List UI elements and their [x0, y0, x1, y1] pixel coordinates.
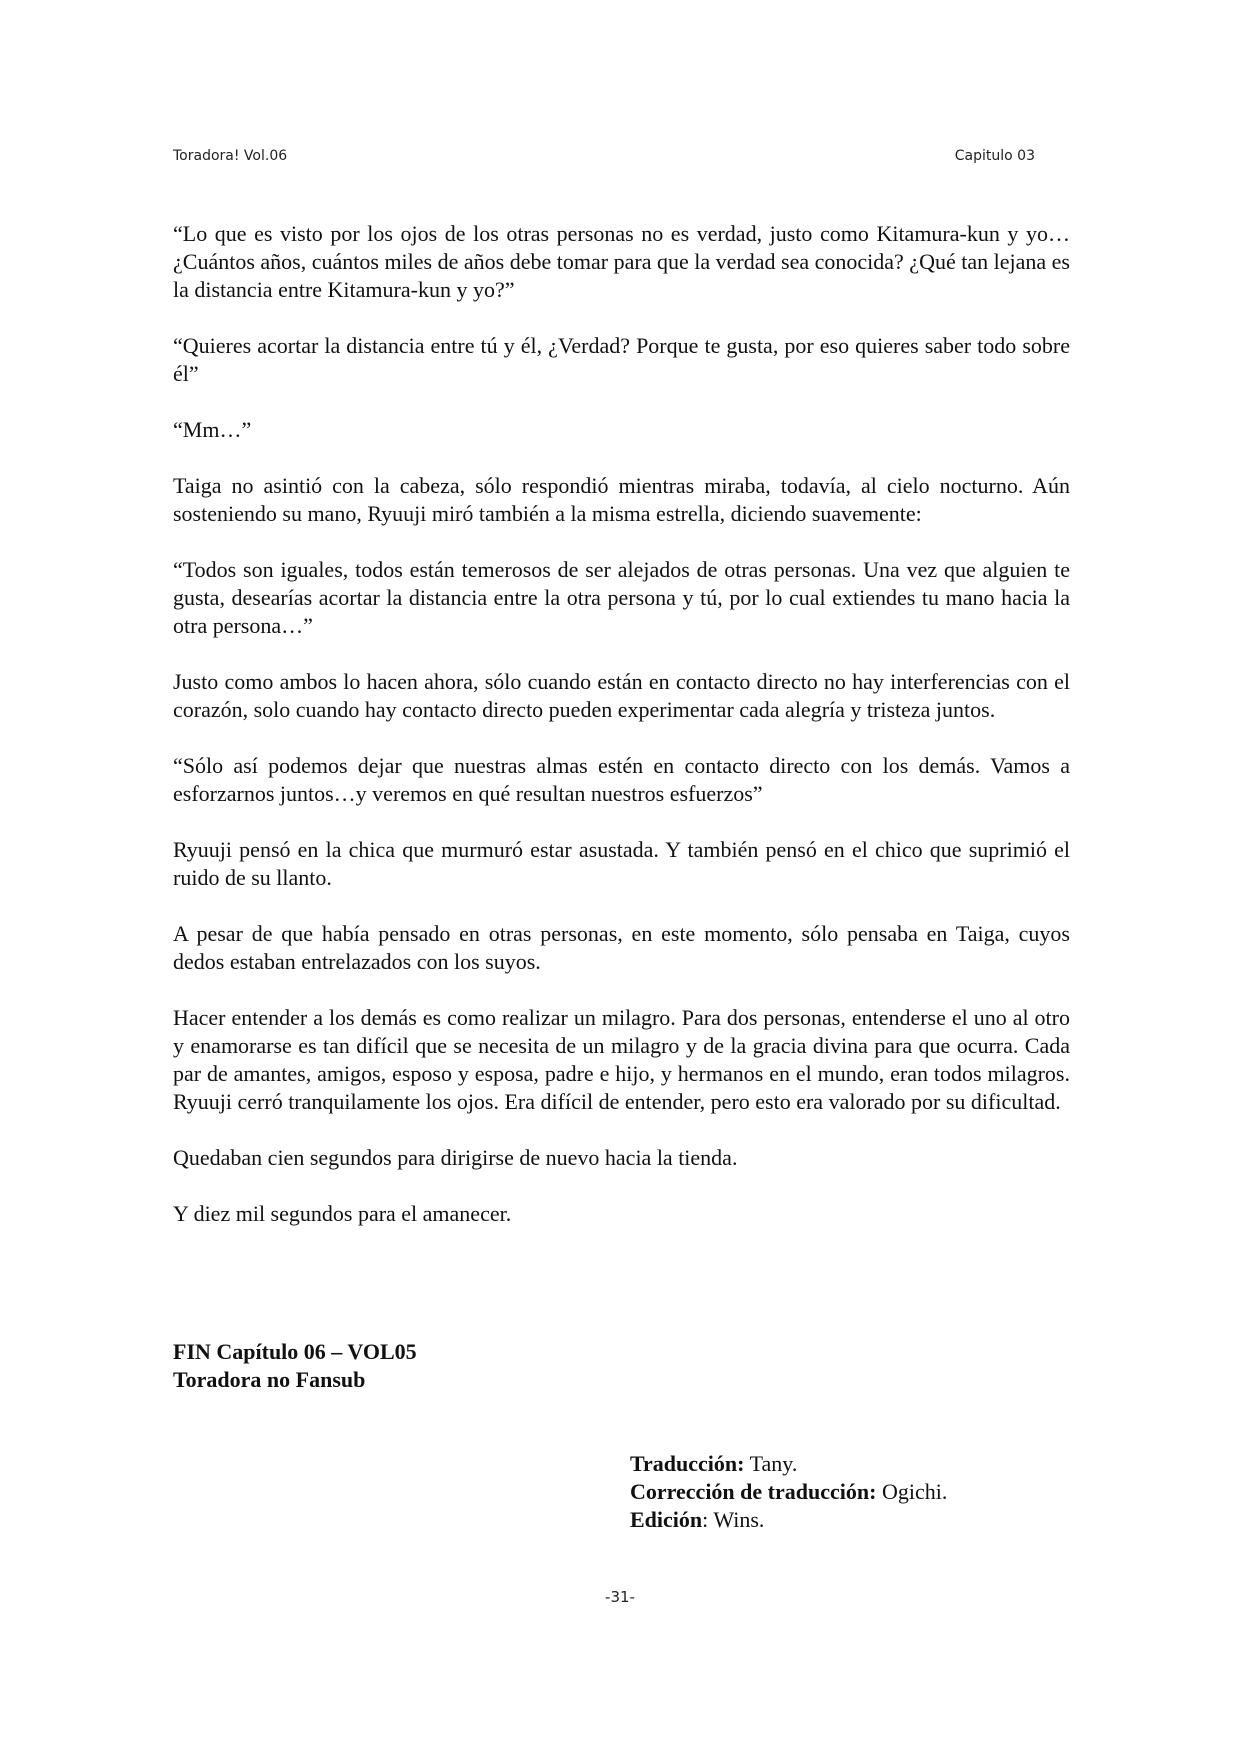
header-book-title: Toradora! Vol.06	[173, 148, 288, 164]
paragraph: Ryuuji pensó en la chica que murmuró estar asustada. Y también pensó en el chico que suprimió el ruido de su llanto.	[173, 837, 1070, 890]
credit-label: Edición	[630, 1507, 703, 1532]
fansub-name: Toradora no Fansub	[173, 1367, 366, 1392]
credit-translation	[630, 1450, 947, 1478]
credits-block	[630, 1450, 947, 1534]
paragraph: Quedaban cien segundos para dirigirse de nuevo hacia la tienda.	[173, 1145, 738, 1170]
body-text	[173, 220, 1070, 1256]
paragraph: Y diez mil segundos para el amanecer.	[173, 1201, 512, 1226]
credit-value: : Wins.	[702, 1507, 765, 1532]
paragraph: Justo como ambos lo hacen ahora, sólo cuando están en contacto directo no hay interferencias con el corazón, solo cuando hay contacto directo pueden experimentar cada alegría y tristeza juntos.	[173, 669, 1070, 722]
chapter-end-line: FIN Capítulo 06 – VOL05	[173, 1339, 417, 1364]
page-number: -31-	[605, 1588, 635, 1606]
credit-label: Traducción:	[630, 1451, 745, 1476]
header-chapter: Capitulo 03	[954, 148, 1035, 164]
paragraph: “Quieres acortar la distancia entre tú y él, ¿Verdad? Porque te gusta, por eso quieres saber todo sobre él”	[173, 333, 1070, 386]
paragraph: A pesar de que había pensado en otras personas, en este momento, sólo pensaba en Taiga, cuyos dedos estaban entrelazados con los suyos.	[173, 921, 1070, 974]
paragraph: “Sólo así podemos dejar que nuestras almas estén en contacto directo con los demás. Vamos a esforzarnos juntos…y veremos en qué resultan nuestros esfuerzos”	[173, 753, 1070, 806]
credit-label: Corrección de traducción:	[630, 1479, 877, 1504]
paragraph: Hacer entender a los demás es como realizar un milagro. Para dos personas, entenderse el uno al otro y enamorarse es tan difícil que se necesita de un milagro y de la gracia divina para que ocurra. Cada par de amantes, amigos, esposo y esposa, padre e hijo, y hermanos en el mundo, eran todos milagros. Ryuuji cerró tranquilamente los ojos. Era difícil de entender, pero esto era valorado por su dificultad.	[173, 1005, 1070, 1114]
paragraph: Taiga no asintió con la cabeza, sólo respondió mientras miraba, todavía, al cielo nocturno. Aún sosteniendo su mano, Ryuuji miró también a la misma estrella, diciendo suavemente:	[173, 473, 1070, 526]
credit-value: Tany.	[744, 1451, 798, 1476]
credit-correction	[630, 1478, 947, 1506]
credit-edition	[630, 1506, 947, 1534]
credit-value: Ogichi.	[876, 1479, 948, 1504]
paragraph: “Lo que es visto por los ojos de los otras personas no es verdad, justo como Kitamura-kun y yo… ¿Cuántos años, cuántos miles de años debe tomar para que la verdad sea conocida? ¿Qué tan lejana es la distancia entre Kitamura-kun y yo?”	[173, 221, 1070, 302]
paragraph: “Mm…”	[173, 417, 252, 442]
page-header	[173, 148, 1035, 168]
paragraph: “Todos son iguales, todos están temerosos de ser alejados de otras personas. Una vez que alguien te gusta, desearías acortar la distancia entre la otra persona y tú, por lo cual extiendes tu mano hacia la otra persona…”	[173, 557, 1070, 638]
chapter-end-block	[173, 1338, 417, 1394]
